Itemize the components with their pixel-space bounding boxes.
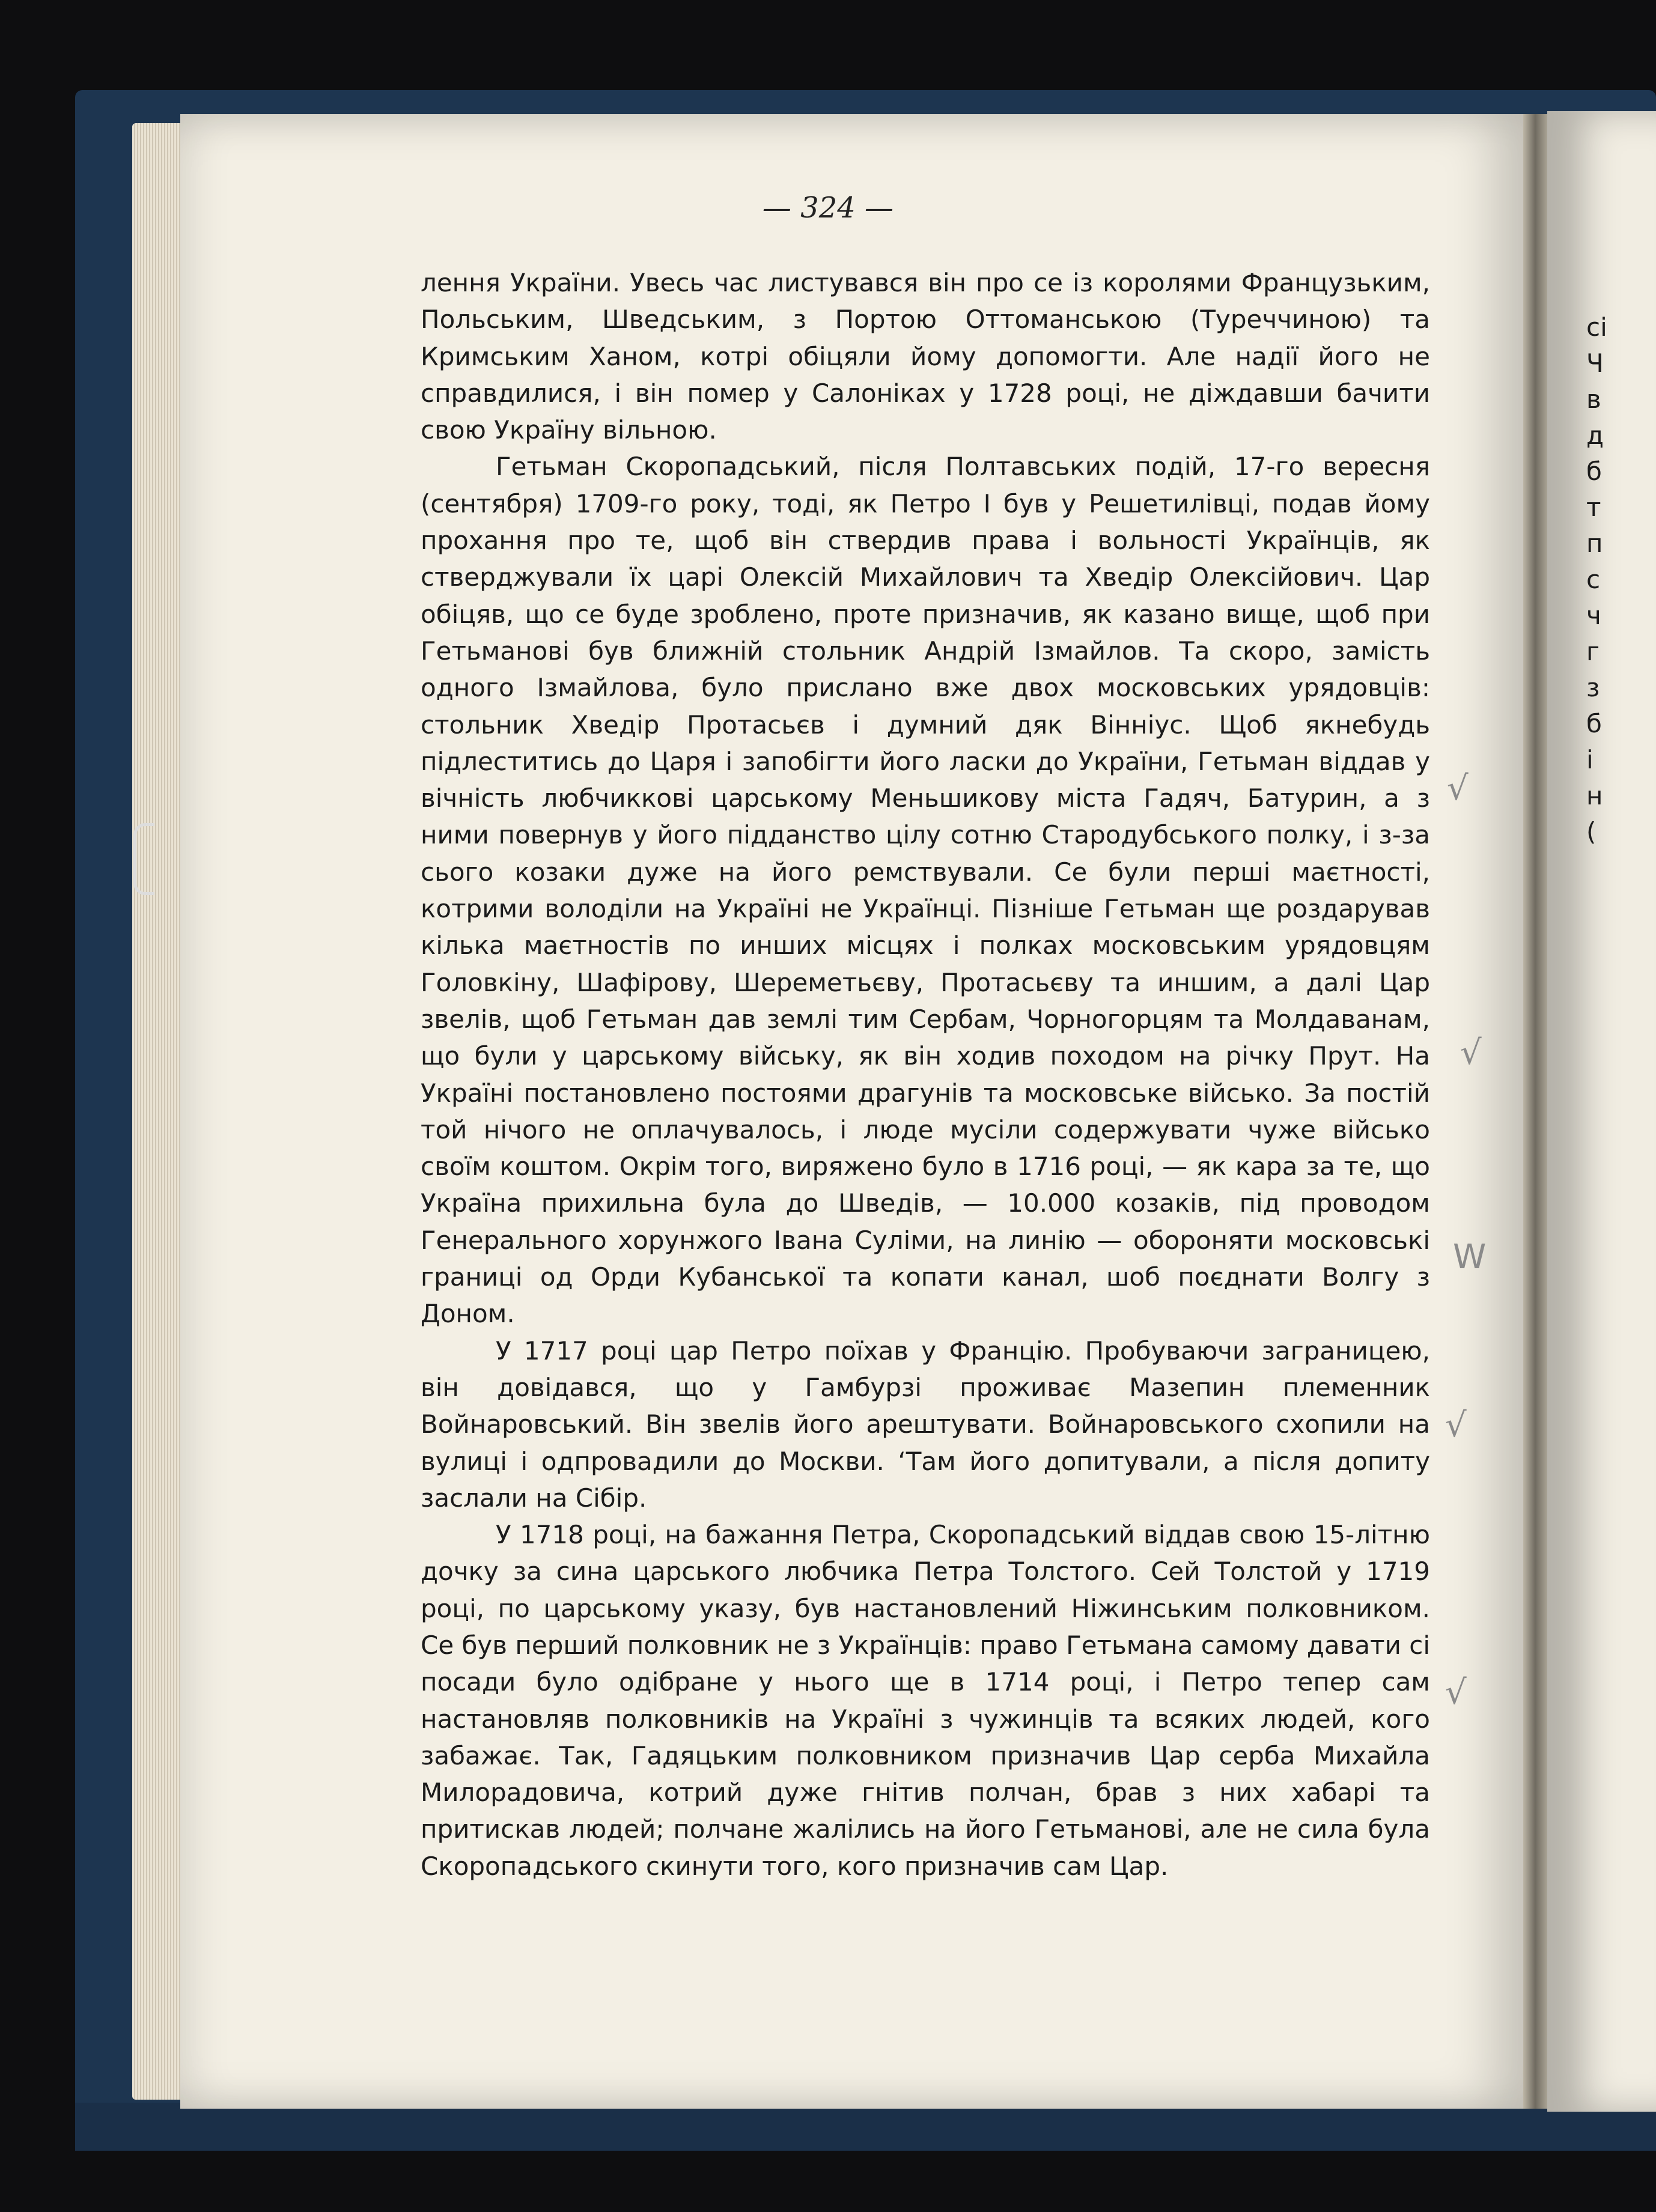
next-page-fragment: н — [1586, 781, 1603, 810]
next-page-fragment: б — [1586, 457, 1602, 486]
margin-checkmark: √ — [1447, 769, 1469, 808]
next-page-fragment: п — [1586, 529, 1603, 558]
margin-checkmark: √ — [1460, 1033, 1482, 1072]
next-page-fragment: д — [1586, 421, 1604, 450]
paragraph-3: У 1717 році цар Петро поїхав у Францію. Пробуваючи заграницею, він довідався, що у Гамбурзі проживає Мазепин племенник Войнаровський. Він звелів його арештувати. Войнаровського схопили на вулиці і одпровадили до Москви. ‘Там його допитували, а після допиту заслали на Сібір. — [421, 1335, 1430, 1513]
next-page-fragment: з — [1586, 673, 1600, 702]
book-cover-bottom — [75, 2103, 1656, 2151]
next-page-fragment: с — [1586, 565, 1601, 594]
next-page-fragment: в — [1586, 384, 1601, 414]
next-page-fragment: сі — [1586, 312, 1607, 342]
page-text — [421, 264, 1430, 1885]
next-page-fragment: ч — [1586, 601, 1601, 630]
margin-checkmark: W — [1453, 1238, 1487, 1277]
book-gutter — [1523, 114, 1547, 2109]
next-page-fragment: г — [1586, 637, 1600, 666]
next-page-fragment: б — [1586, 709, 1602, 738]
next-page-fragment: т — [1586, 493, 1601, 522]
right-page — [1547, 111, 1656, 2112]
paragraph-4: У 1718 році, на бажання Петра, Скоропадський віддав свою 15-літню дочку за сина царського любчика Петра Толстого. Сей Толстой у 1719 році, по царському указу, був настановлений Ніжинським полковником. Се був перший полковник не з Українців: право Гетьмана самому давати сі посади було одібране у нього ще в 1714 році, і Петро тепер сам настановляв полковників на Україні з чужинців та всяких людей, кого забажає. Так, Гадяцьким полковником призначив Цар серба Михайла Милорадовича, котрий дуже гнітив полчан, брав з них хабарі та притискав людей; полчане жалілись на його Гетьманові, але не сила була Скоропадського скинути того, кого призначив сам Цар. — [421, 1520, 1430, 1881]
page-clip — [133, 823, 154, 895]
paragraph-1: лення України. Увесь час листувався він про се із королями Французьким, Польським, Шведським, з Портою Оттоманською (Туреччиною) та Кримським Ханом, котрі обіцяли йому допомогти. Але надії його не справдилися, і він помер у Салоніках у 1728 році, не діждавши бачити свою Україну вільною. — [421, 268, 1430, 445]
page-number: — 324 — — [762, 191, 894, 225]
next-page-fragment: Ч — [1586, 348, 1604, 378]
next-page-fragment: і — [1586, 745, 1594, 774]
margin-checkmark: √ — [1445, 1406, 1467, 1445]
margin-checkmark: √ — [1445, 1673, 1467, 1712]
paragraph-2: Гетьман Скоропадський, після Полтавських подій, 17-го вересня (сентября) 1709-го року, тоді, як Петро І був у Решетилівці, подав йому прохання про те, щоб він ствердив права і вольності Українців, як стверджували їх царі Олексій Михайлович та Хведір Олексійович. Цар обіцяв, що се буде зроблено, проте призначив, як казано вище, щоб при Гетьманові був ближній стольник Андрій Ізмайлов. Та скоро, замість одного Ізмайлова, було прислано вже двох московських урядовців: стольник Хведір Протасьєв і думний дяк Вінніус. Щоб якнебудь підлеститись до Царя і запобігти його ласки до України, Гетьман віддав у вічність любчиккові царському Меньшикову міста Гадяч, Батурин, а з ними повернув у його підданство цілу сотню Стародубського полку, і з-за сього козаки дуже на його ремствували. Се були перші маєтності, котрими володіли на Україні не Українці. Пізніше Гетьман ще роздарував кілька маєтностів по инших місцях і полках московським урядовцям Головкіну, Шафірову, Шереметьєву, Протасьєву та иншим, а далі Цар звелів, щоб Гетьман дав землі тим Сербам, Чорногорцям та Молдаванам, що були у царському війську, як він ходив походом на річку Прут. На Україні постановлено постоями драгунів та московське військо. За постій той нічого не оплачувалось, і люде мусіли содержувати чуже військо своїм коштом. Окрім того, виряжено було в 1716 році, — як кара за те, що Україна прихильна була до Шведів, — 10.000 козаків, під проводом Генерального хорунжого Івана Суліми, на линію — обороняти московські границі од Орди Кубанської та копати канал, шоб поєднати Волгу з Доном. — [421, 452, 1430, 1329]
next-page-fragment: ( — [1586, 817, 1597, 846]
